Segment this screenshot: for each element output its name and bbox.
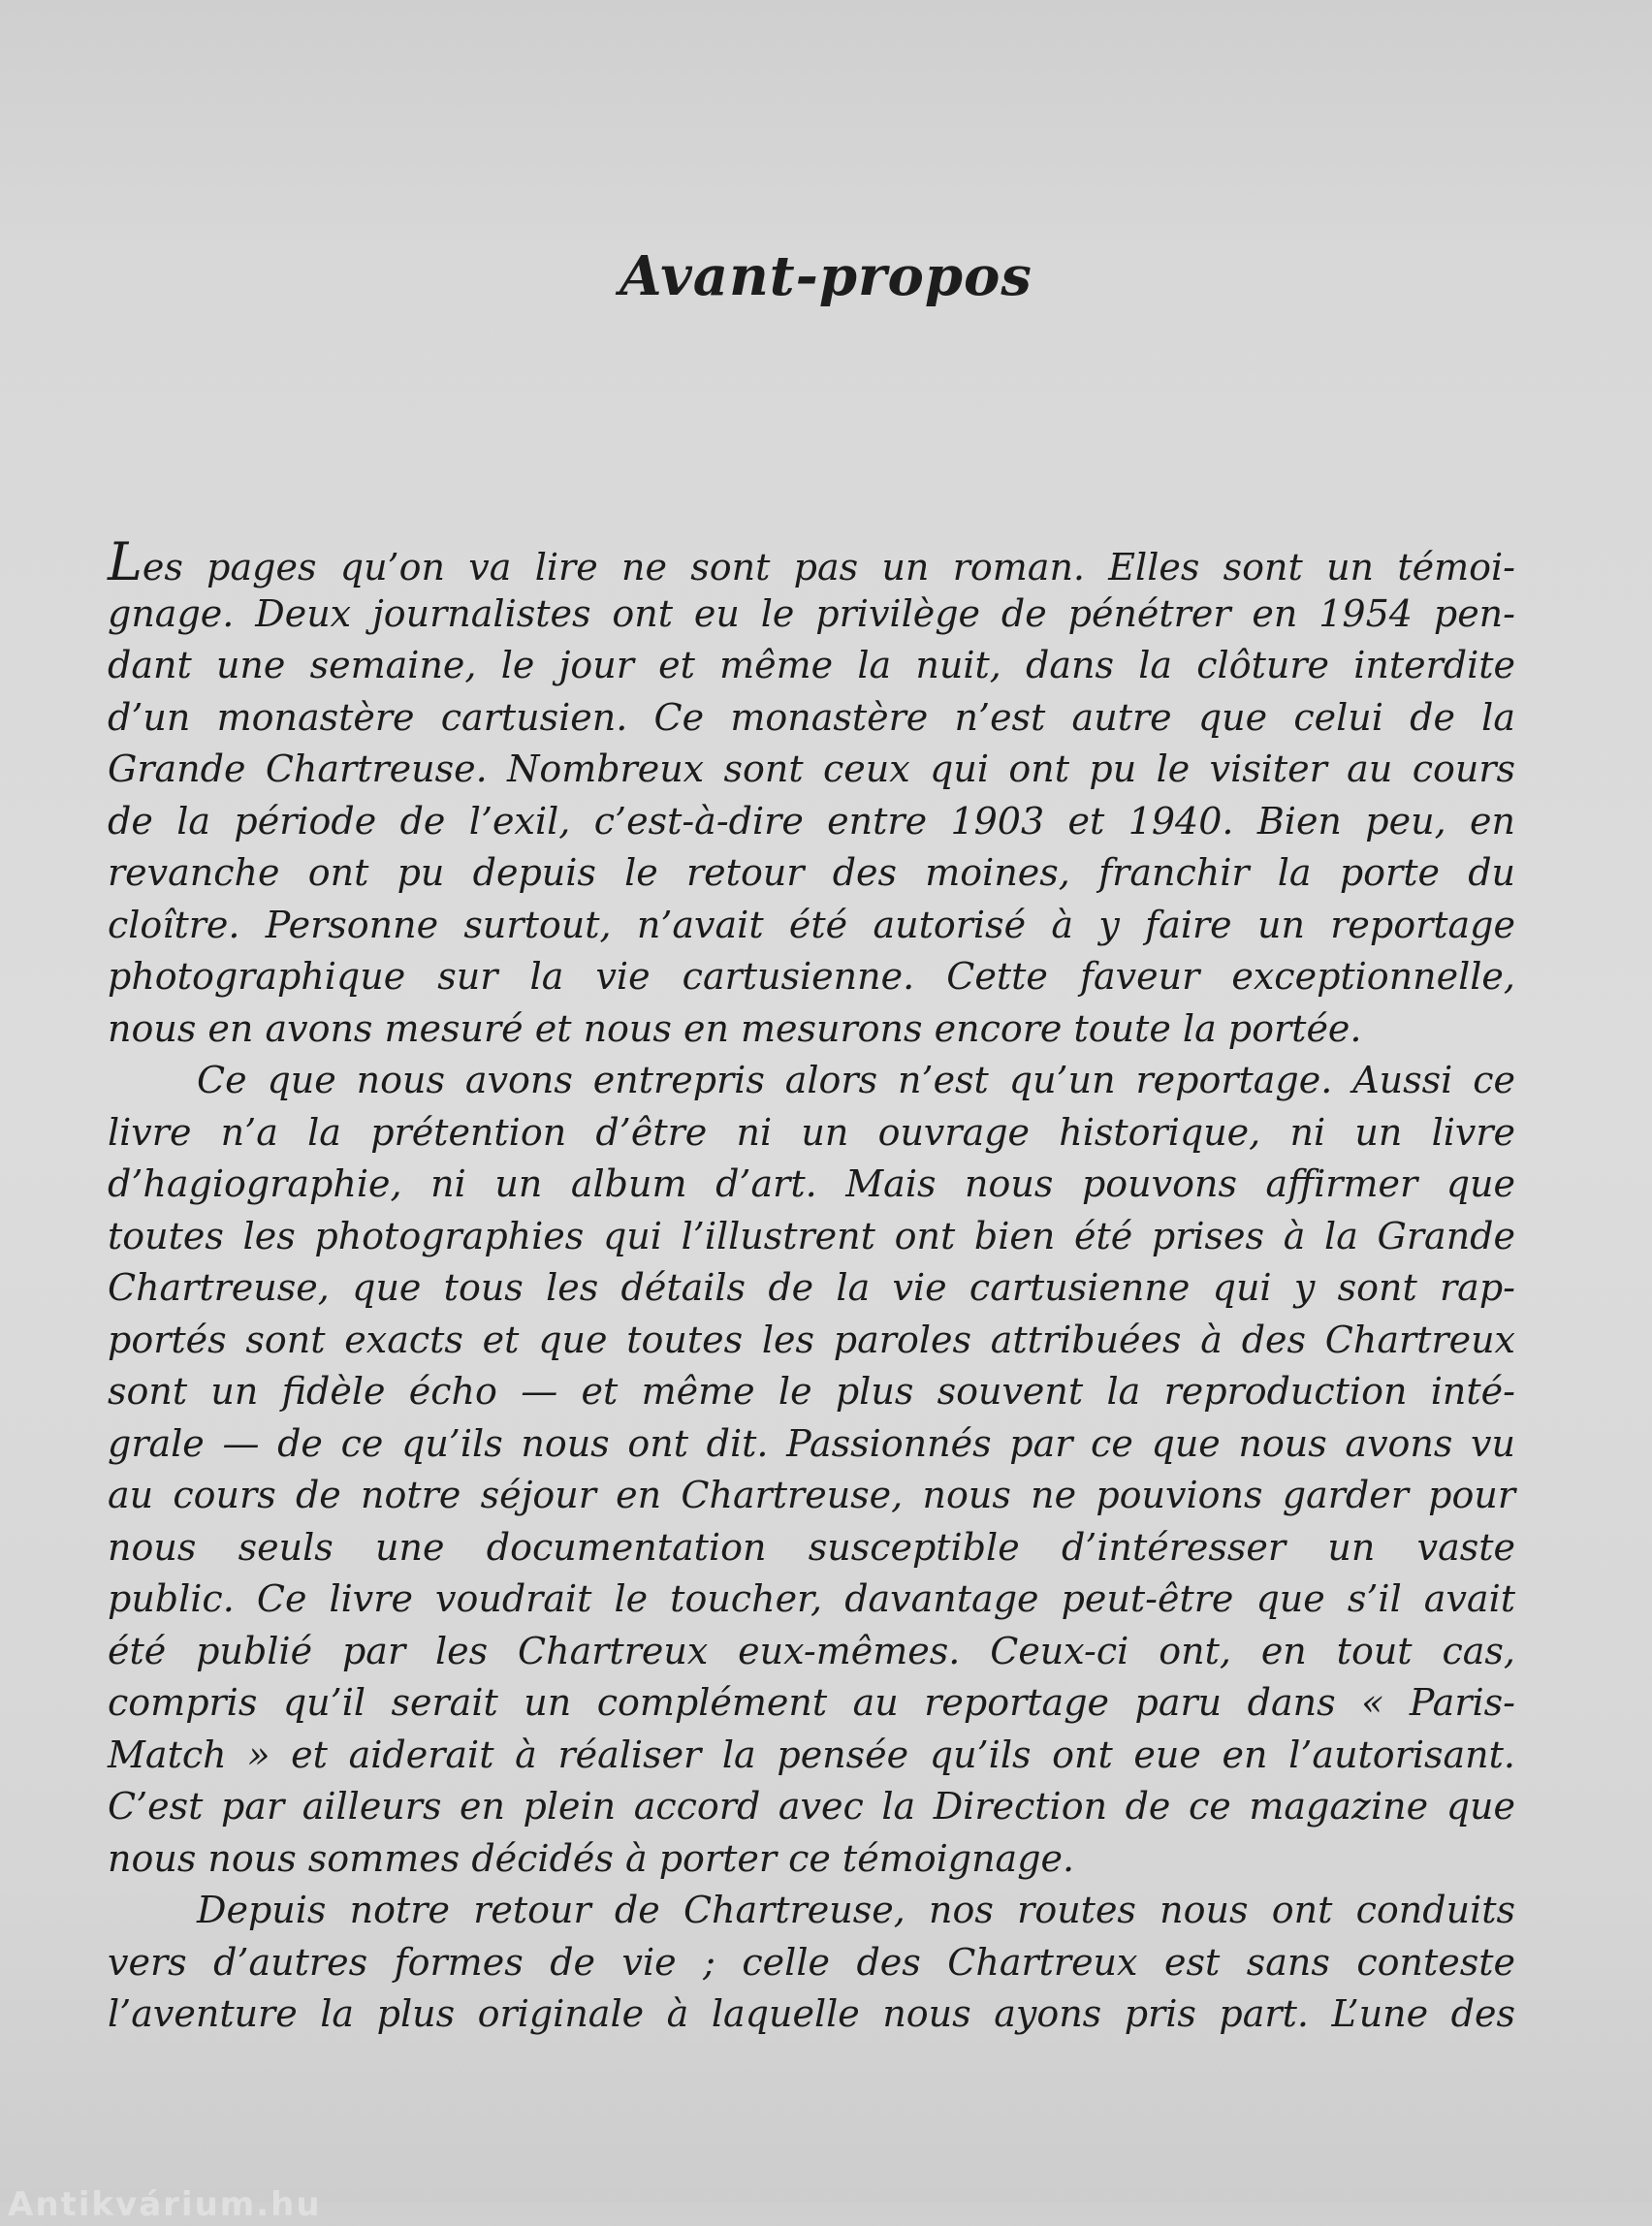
line-text: été publié par les Chartreux eux-mêmes. Ceux-ci ont, en tout cas,: [108, 1629, 1515, 1672]
watermark: Antikvárium.hu: [8, 2185, 322, 2224]
text-line: [108, 1159, 1515, 1211]
line-text: vers d’autres formes de vie ; celle des Chartreux est sans conteste: [108, 1940, 1515, 1984]
text-line: [108, 1522, 1515, 1574]
text-line: [108, 1470, 1515, 1522]
text-line: [108, 1107, 1515, 1160]
text-line: [108, 531, 1515, 592]
line-text: public. Ce livre voudrait le toucher, davantage peut-être que s’il avait: [108, 1577, 1515, 1620]
line-text: dant une semaine, le jour et même la nuit, dans la clôture interdite: [108, 644, 1515, 686]
line-text: toutes les photographies qui l’illustrent ont bien été prises à la Grande: [108, 1214, 1515, 1257]
text-line: [108, 1366, 1515, 1418]
text-line: [108, 1833, 1515, 1886]
line-text: Chartreuse, que tous les détails de la vie cartusienne qui y sont rap-: [108, 1266, 1515, 1309]
text-line: [108, 1730, 1515, 1782]
text-line: [108, 744, 1515, 796]
line-text: cloître. Personne surtout, n’avait été autorisé à y faire un reportage: [108, 903, 1515, 946]
line-text: grale — de ce qu’ils nous ont dit. Passionnés par ce que nous avons vu: [108, 1421, 1515, 1465]
page-title: Avant-propos: [620, 244, 1032, 308]
line-text: revanche ont pu depuis le retour des moines, franchir la porte du: [108, 851, 1515, 894]
text-line: [108, 1315, 1515, 1367]
text-line: [108, 1003, 1515, 1056]
line-text: sont un fidèle écho — et même le plus souvent la reproduction inté-: [108, 1370, 1515, 1413]
line-text: C’est par ailleurs en plein accord avec la Direction de ce magazine que: [108, 1785, 1515, 1828]
text-line: [108, 1988, 1515, 2041]
line-text: l’aventure la plus originale à laquelle nous ayons pris part. L’une des: [108, 1992, 1515, 2035]
line-text: d’un monastère cartusien. Ce monastère n’est autre que celui de la: [108, 695, 1515, 739]
line-text: Ce que nous avons entrepris alors n’est qu’un reportage. Aussi ce: [197, 1059, 1515, 1101]
line-text: d’hagiographie, ni un album d’art. Mais nous pouvons affirmer que: [108, 1162, 1515, 1205]
line-text: au cours de notre séjour en Chartreuse, nous ne pouvions garder pour: [108, 1474, 1515, 1516]
initial-letter: L: [108, 531, 143, 592]
text-line: [108, 640, 1515, 692]
text-line: [108, 588, 1515, 641]
line-text: Match » et aiderait à réaliser la pensée qu’ils ont eue en l’autorisant.: [108, 1733, 1515, 1776]
line-text: portés sont exacts et que toutes les paroles attribuées à des Chartreux: [108, 1318, 1515, 1361]
line-text: nous nous sommes décidés à porter ce témoignage.: [108, 1836, 1075, 1880]
line-text: gnage. Deux journalistes ont eu le privilège de pénétrer en 1954 pen-: [108, 591, 1515, 635]
line-text: de la période de l’exil, c’est-à-dire entre 1903 et 1940. Bien peu, en: [108, 799, 1515, 843]
line-text: nous en avons mesuré et nous en mesurons encore toute la portée.: [108, 1006, 1362, 1050]
text-line: [108, 1055, 1515, 1107]
text-line: [108, 900, 1515, 952]
text-line: [108, 1677, 1515, 1730]
line-text: es pages qu’on va lire ne sont pas un roman. Elles sont un témoi-: [142, 546, 1515, 588]
line-text: livre n’a la prétention d’être ni un ouvrage historique, ni un livre: [108, 1110, 1515, 1154]
line-text: photographique sur la vie cartusienne. Cette faveur exceptionnelle,: [108, 955, 1515, 998]
text-line: [108, 692, 1515, 745]
text-line: [108, 1885, 1515, 1937]
text-line: [108, 1781, 1515, 1833]
line-text: nous seuls une documentation susceptible d’intéresser un vaste: [108, 1525, 1515, 1569]
line-text: Grande Chartreuse. Nombreux sont ceux qui ont pu le visiter au cours: [108, 747, 1515, 790]
text-line: [108, 796, 1515, 848]
text-line: [108, 1262, 1515, 1315]
text-line: [108, 1211, 1515, 1263]
text-line: [108, 1626, 1515, 1678]
text-line: [108, 1418, 1515, 1471]
body-text: [108, 531, 1515, 2041]
text-line: [108, 951, 1515, 1003]
line-text: Depuis notre retour de Chartreuse, nos routes nous ont conduits: [197, 1889, 1515, 1931]
text-line: [108, 1574, 1515, 1626]
line-text: compris qu’il serait un complément au reportage paru dans « Paris-: [108, 1681, 1515, 1724]
text-line: [108, 847, 1515, 900]
text-line: [108, 1937, 1515, 1989]
